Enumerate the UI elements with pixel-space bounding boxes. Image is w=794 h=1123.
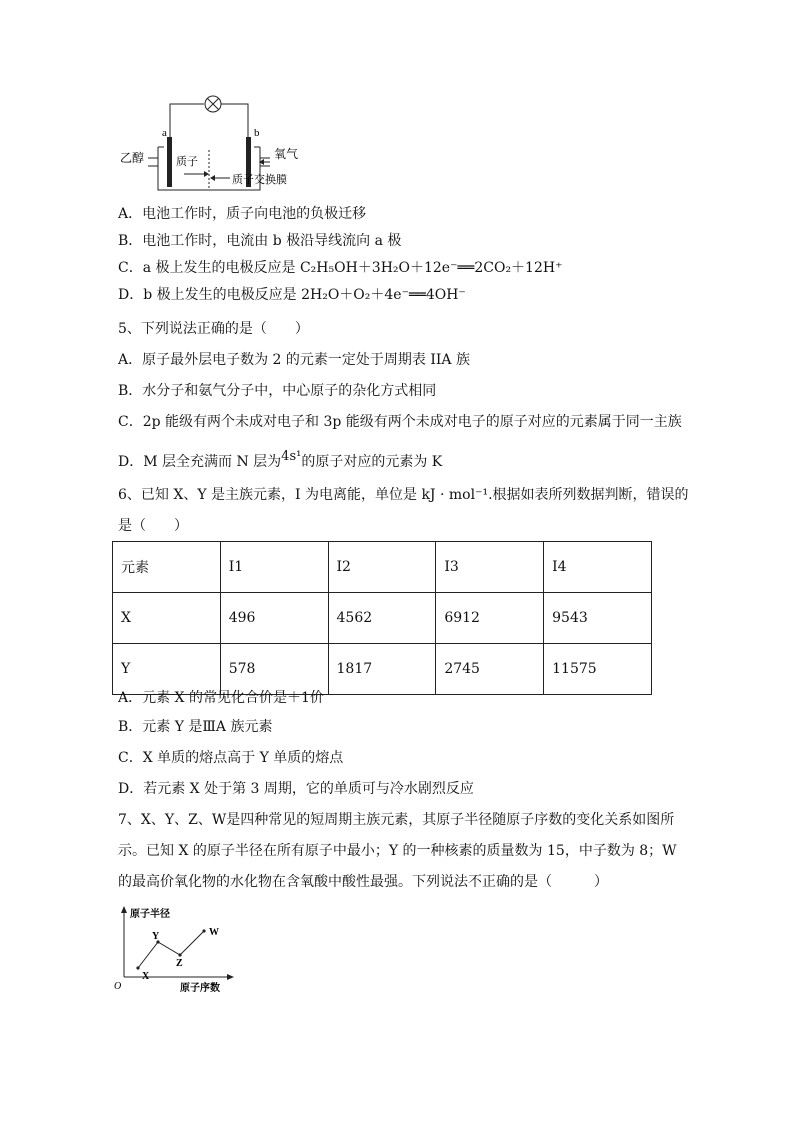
chart-point: [202, 929, 205, 932]
table-cell: 9543: [544, 593, 652, 644]
q7-stem-line2: 示。已知 X 的原子半径在所有原子中最小；Y 的一种核素的质量数为 15，中子数为 8；W: [118, 843, 677, 859]
q6-option-b: B．元素 Y 是ⅢA 族元素: [118, 719, 273, 735]
q7-stem-line3: 的最高价氧化物的水化物在含氧酸中酸性最强。下列说法不正确的是（ ）: [118, 874, 608, 890]
chart-point-label: X: [142, 971, 150, 982]
table-header-cell: I2: [328, 542, 436, 593]
x-axis-label: 原子序数: [180, 983, 220, 994]
table-header-cell: I3: [436, 542, 544, 593]
series-line: [138, 931, 204, 968]
table-header-row: [113, 542, 652, 593]
table-cell: 496: [220, 593, 328, 644]
table-cell: 578: [220, 644, 328, 695]
ionization-energy-table: [112, 541, 652, 695]
q5-option-d: [118, 449, 443, 473]
q5-option-b: B．水分子和氨气分子中，中心原子的杂化方式相同: [118, 383, 437, 399]
fuel-cell-diagram: [118, 92, 298, 197]
chart-point-label: Y: [152, 931, 160, 942]
table-header-cell: I1: [220, 542, 328, 593]
table-header-cell: I4: [544, 542, 652, 593]
label-membrane: 质子交换膜: [232, 173, 287, 186]
table-cell: 1817: [328, 644, 436, 695]
q4-option-b: B．电池工作时，电流由 b 极沿导线流向 a 极: [118, 233, 402, 249]
q7-stem-line1: 7、X、Y、Z、W是四种常见的短周期主族元素，其原子半径随原子序数的变化关系如图所: [118, 812, 675, 828]
table-cell: 6912: [436, 593, 544, 644]
q6-option-d: D．若元素 X 处于第 3 周期，它的单质可与冷水剧烈反应: [118, 781, 474, 797]
q4-option-d: D．b 极上发生的电极反应是 2H₂O＋O₂＋4e⁻══4OH⁻: [118, 287, 466, 303]
q5-option-d-pre: D．M 层全充满而 N 层为: [118, 454, 282, 470]
table-row: [113, 644, 652, 695]
q6-stem-line1: 6、已知 X、Y 是主族元素，I 为电离能，单位是 kJ · mol⁻¹.根据如表所列数据判断，错误的: [118, 487, 689, 503]
y-axis-label: 原子半径: [130, 909, 170, 920]
table-header-cell: 元素: [113, 542, 221, 593]
label-a: a: [162, 127, 167, 139]
table-cell: X: [113, 593, 221, 644]
q5-stem: 5、下列说法正确的是（ ）: [118, 321, 309, 337]
table-cell: 2745: [436, 644, 544, 695]
q6-option-c: C．X 单质的熔点高于 Y 单质的熔点: [118, 750, 344, 766]
chart-point: [178, 953, 181, 956]
q4-option-a: A．电池工作时，质子向电池的负极迁移: [118, 206, 367, 222]
q4-option-c: C．a 极上发生的电极反应是 C₂H₅OH＋3H₂O＋12e⁻══2CO₂＋12H⁺: [118, 260, 563, 276]
q5-option-a: A．原子最外层电子数为 2 的元素一定处于周期表 IIA 族: [118, 352, 470, 368]
chart-point-label: Z: [176, 958, 183, 969]
label-proton: 质子: [176, 155, 198, 168]
table-cell: 4562: [328, 593, 436, 644]
label-ethanol: 乙醇: [120, 151, 145, 165]
q6-stem-line2: 是（ ）: [118, 518, 188, 534]
table-cell: 11575: [544, 644, 652, 695]
q6-option-a: A．元素 X 的常见化合价是＋1价: [118, 690, 324, 706]
chart-point-label: W: [209, 927, 219, 938]
label-b: b: [254, 127, 260, 139]
q5-option-d-post: 的原子对应的元素为 K: [301, 454, 443, 470]
origin-label: O: [114, 981, 122, 992]
chart-point: [136, 966, 139, 969]
radius-chart: [112, 905, 242, 995]
q5-option-c: C．2p 能级有两个未成对电子和 3p 能级有两个未成对电子的原子对应的元素属于同一主族: [118, 414, 682, 430]
q5-option-d-formula: 4s¹: [281, 449, 302, 464]
label-oxygen: 氧气: [274, 147, 298, 161]
table-row: [113, 593, 652, 644]
table-cell: Y: [113, 644, 221, 695]
